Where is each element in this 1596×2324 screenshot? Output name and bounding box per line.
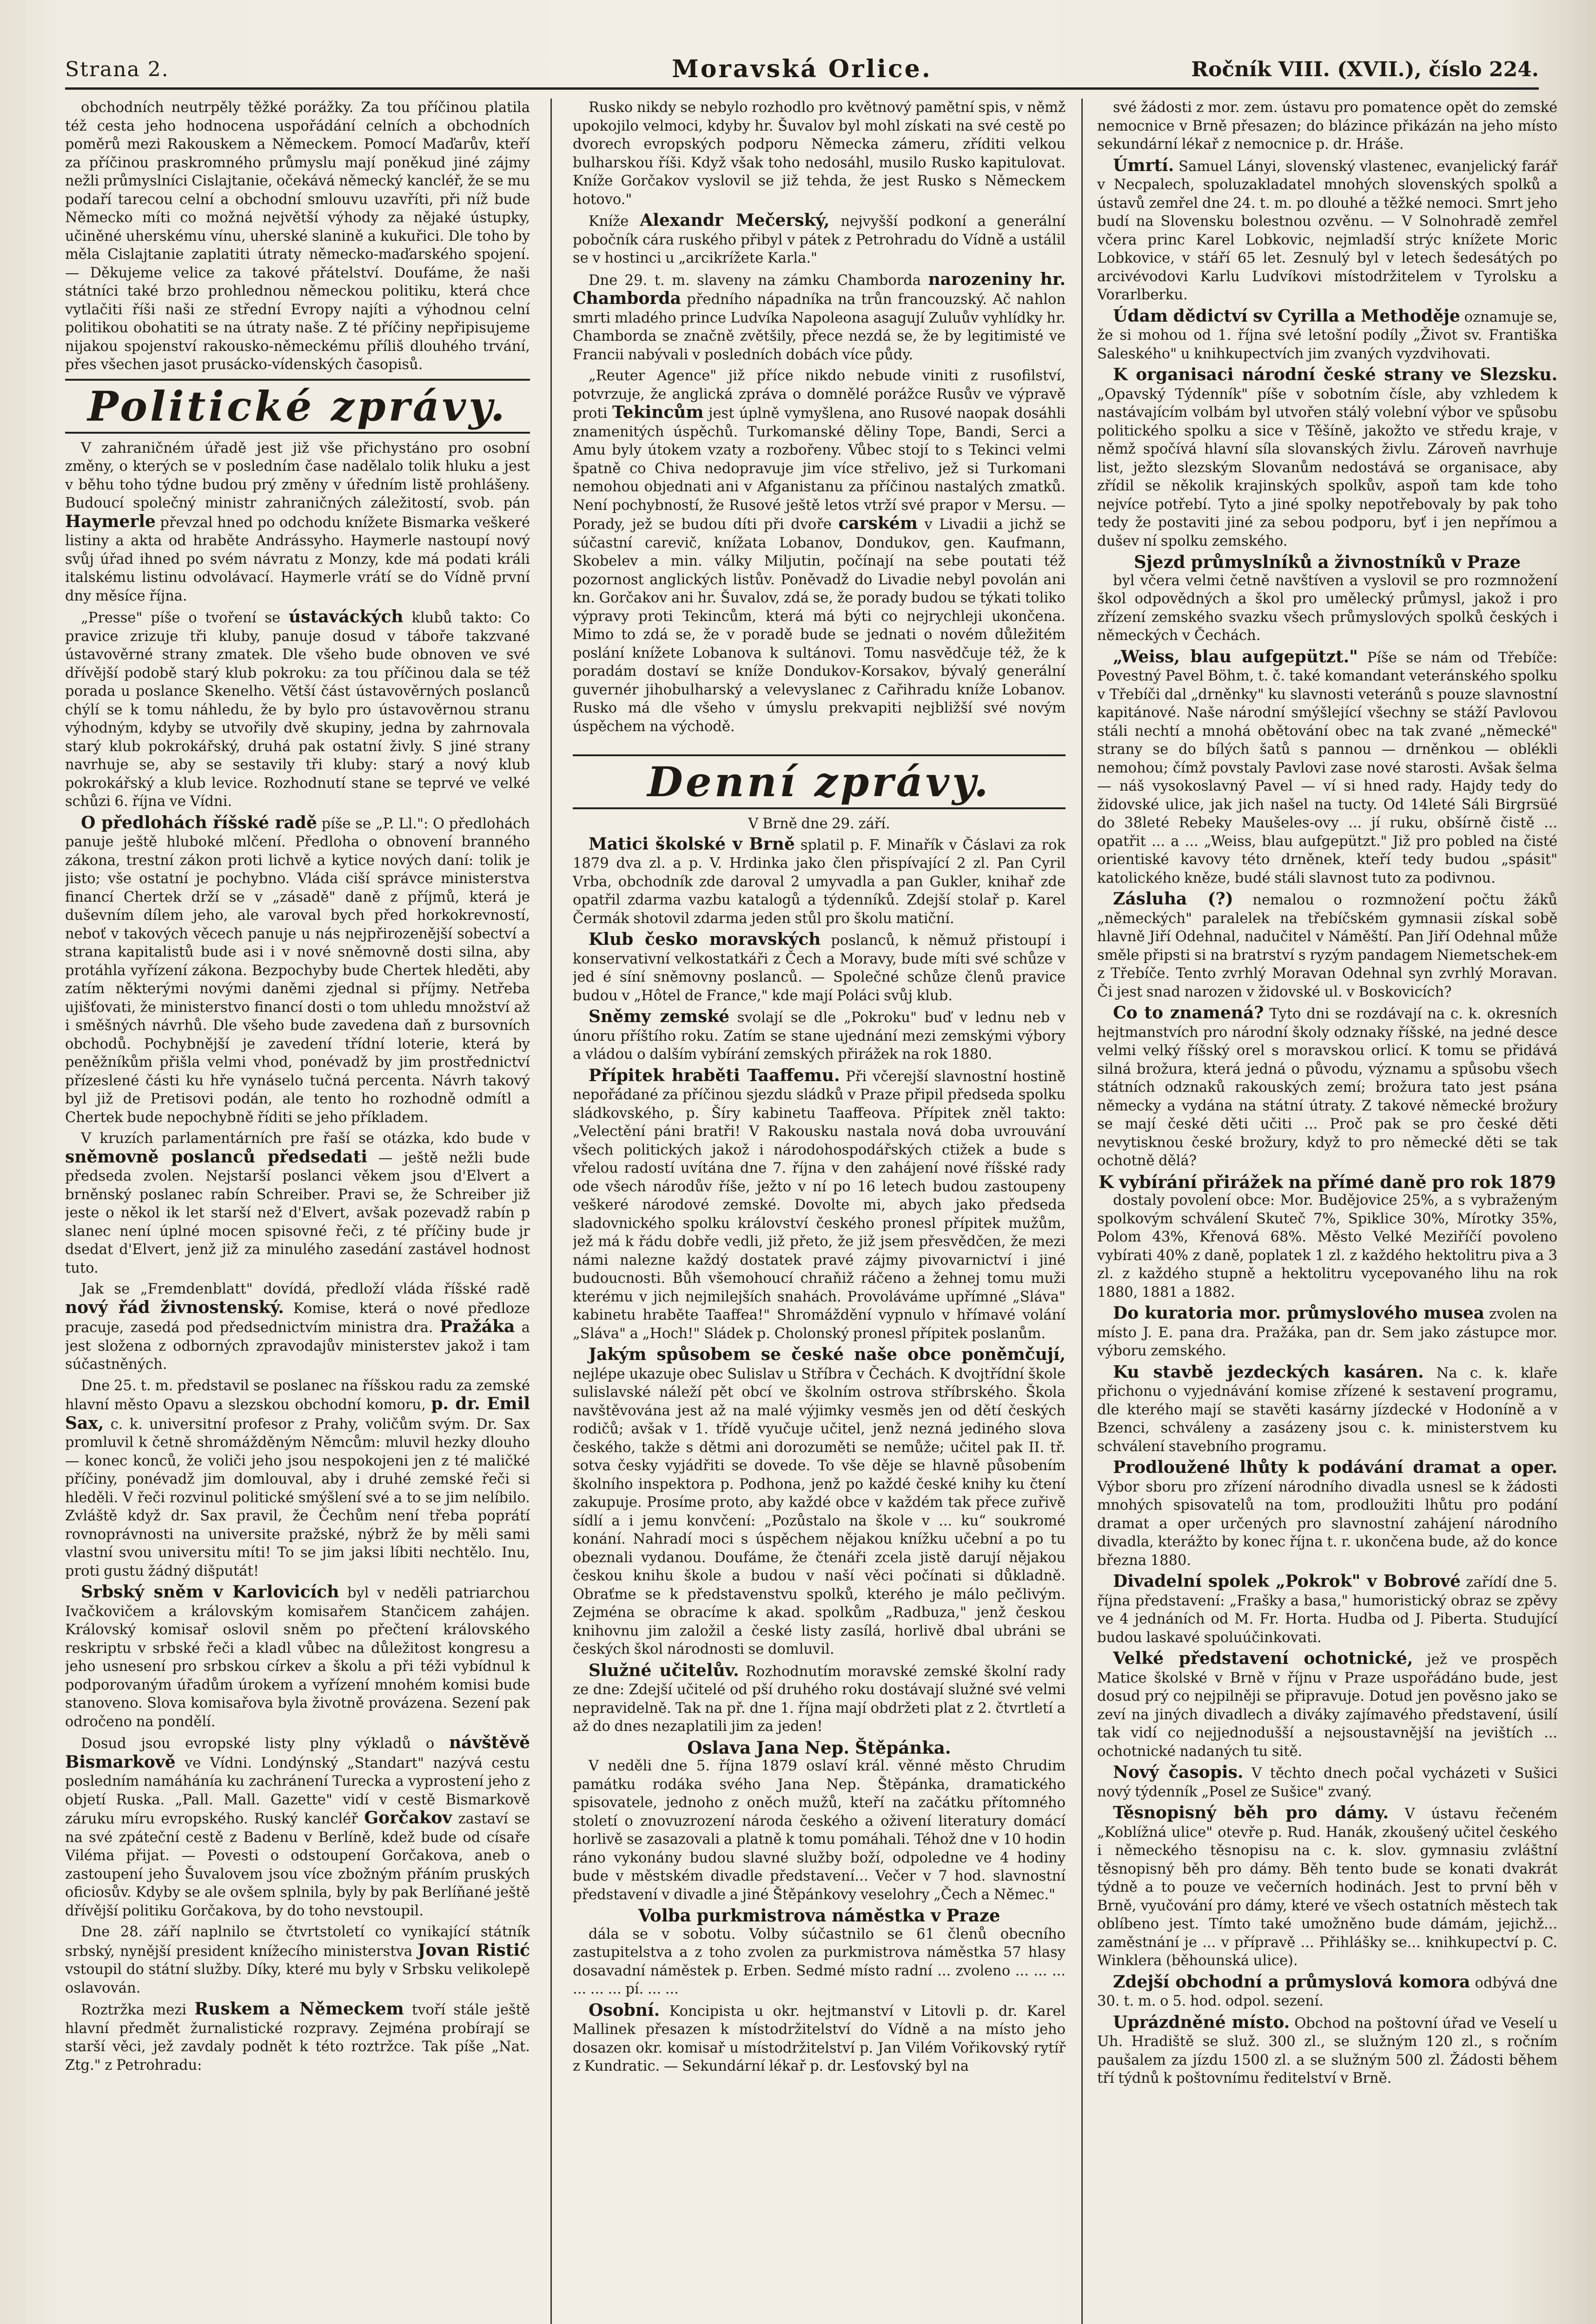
article-novy-casopis: Nový časopis. V těchto dnech počal vycházeti v Sušici nový týdenník „Posel ze Sušice" zvaný. [1097,1763,1557,1800]
headline-prirazky: K vybírání přirážek na přímé daně pro rok 1879 [1099,1171,1556,1192]
article-prirazky: dostaly povolení obce: Mor. Budějovice 25%, a s vybraženým spolkovým schválení Skuteč 7%, Spiklice 30%, Mírotky 35%, Polom 43%, Křenová 68%. Město Velké Meziříčí povoleno vybírati 40% z daně, poplatek 1 zl. z každého hektolitru piva a 3 zl. z každého stupně a hektolitru vycepovaného lihu na rok 1880, 1881 a 1882. [1097,1192,1557,1301]
article-ustavacke-kluby: „Presse" píše o tvoření se ústaváckých klubů takto: Co pravice zrizuje tři kluby, panuje dosud v táboře takzvané ústavověrné strany zmatek. Dle všeho bude obnoven ve své dřívější podobě starý klub pokroku: za tou příčinou dala se též porada u poslance Skenelho. Větší část ústavověrných poslanců chýlí se k tomu náhledu, že by bylo pro ústavověrnou stranu výhodným, kdyby se utvořily dvě skupiny, jedna by zahrnovala starý klub pokrokářský, druhá pak ostatní živly. S jiné strany navrhuje se, aby se sestavily tři kluby: starý a nový klub pokrokářský a klub levice. Rozhodnutí stane se teprvé ve velké schůzi 6. října ve Vídni. [65,607,530,810]
article-lhuty: Prodloužené lhůty k podávání dramat a oper. Výbor sboru pro zřízení národního divadla usnesl se k žádosti mnohých spisovatelů na tom, prodloužiti lhůtu pro podání dramat a oper určených pro slavnostní zahájení národního divadla, kterážto by konec října t. r. ukončena bude, až do konce března 1880. [1097,1458,1557,1569]
dateline: V Brně dne 29. září. [748,816,890,832]
section-title-politicke: Politické zprávy. [65,379,530,434]
article-kuratorium: Do kuratoria mor. průmyslového musea zvolen na místo J. E. pana dra. Pražáka, pan dr. Sem jako zástupce mor. výboru zemského. [1097,1303,1557,1359]
article-slezsko: K organisaci národní české strany ve Slezsku. „Opavský Týdenník" píše v sobotním čísle, aby vzhledem k nastávajícím volbám byl utvořen stálý volební výbor ve spůsobu politického spolku a sice v Těšíně, jakožto ve středu kraje, v němž spočívá hlavní síla slovanských živlu. Zároveň navrhuje list, ježto slezským Slovanům nedostává se organisace, aby zřídil se několik krajinských spolkův, aspoň tam kde toho nejvíce potřebí. Tyto a jiné spolky nepotřebovaly by pak toho tedy že postaviti jiné za sebou podporu, byť i jen nepřímou a dušev ní spolku zemského. [1097,365,1557,549]
article-dr-sax: Dne 25. t. m. představil se poslanec na říšskou radu za zemské hlavní město Opavu a slezskou obchodní komoru, p. dr. Emil Sax, c. k. universitní profesor z Prahy, voličům svým. Dr. Sax promluvil k četně shromážděným Němcům: mluvil hezky dlouho — konec konců, že voliči jeho jsou nespokojeni jen z té maličké příčiny, ponévadž jim domlouval, aby i druhé zemské řeči si hleděli. V řeči rozvinul politické smýšlení své a to se jim nelíbilo. Zvláště když dr. Sax pravil, že Čechům není třeba poprátí rovnoprávnosti na universite pražské, nýbrž že by měli sami vlastní svou universitu míti! To se jim jaksi líbiti nechtělo. Inu, proti gustu žádný dišputát! [65,1377,530,1579]
column-2 [573,99,1066,2324]
article-rusko-nemecko: Roztržka mezi Ruskem a Německem tvoří stále ještě hlavní předmět žurnalistické rozpravy. Zejména probírají se starší věci, jež zavdaly podnět k této roztržce. Tak píše „Nat. Ztg." z Petrohradu: [65,1999,530,2073]
article-sluzne: Služné učitelův. Rozhodnutím moravské zemské školní rady ze dne: Zdejší učitelé od pší druhého roku dostávají služné své velmi nepravidelně. Tak na př. dne 1. října mají obdržeti plat z 2. čtvrtletí a až do dnes nezaplatili jim za jeden! [573,1660,1066,1735]
article-komora: Zdejší obchodní a průmyslová komora odbývá dne 30. t. m. o 5. hod. odpol. sezení. [1097,1972,1557,2009]
article-weiss: „Weiss, blau aufgepützt." Píše se nám od Třebíče: Povestný Pavel Böhm, t. č. také komandant veteránského spolku v Třebíči dal „drněnky" ku slavnosti veteránů s pouze slavnostní kapitánové. Naše národní smýšlející všechny se stáží Pavlovou stáli nechtí a mnohá obětování obec na tak zvané „německé" strany se do bílých šatů s pannou — drněnkou — oblékli nemohou; čímž povstaly Pavlovi zase nové starosti. Avšak šelma — náš vysokoslavný Pavel — ví si hned rady. Hajdy tedy do židovské ulice, jak jich našel na tucty. Od 14leté Sáli Birgrsüé do 38leté Rebeky Maušeles-ovy ... jí ruku, obšírně čistě ... opatřit ... a ... „Weiss, blau aufgepützt." Již pro pobled na čisté orientiské kavovy této drněnek, kteří tedy budou „spásit" katolického kněze, budé stáli slavnost tuto za podivnou. [1097,647,1557,886]
headline-oslava: Oslava Jana Nep. Štěpánka. [687,1737,951,1758]
article-ochotnicke: Velké představení ochotnické, jež ve prospěch Matice školské v Brně v říjnu v Praze uspořádáno bude, jest dosud prý co nejpilněji se připravuje. Dotud jen pověsno jako se zeví na jiných divadlech a diváky zajímavého představení, úsilí tak vidí co nejjednodušší a nejsoustavnější na jevištích ... ochotnické nadaných tu sitě. [1097,1649,1557,1760]
article-oslava: V neděli dne 5. října 1879 oslaví král. věnné město Chrudim památku rodáka svého Jana Nep. Štěpánka, dramatického spisovatele, jednoho z oněch mužů, kteří na začátku přítomného století o znovuzrození národa českého a oživení literatury domácí horlivě se zasazovali a platně k tomu pomáhali. Téhož dne v 10 hodin ráno vykonány budou slavné služby boží, odpoledne ve 4 hodiny bude v městském divadle představení... Večer v 7 hod. slavnostní představení v divadle a jiné Štěpánkovy veselohry „Čech a Němec." [573,1758,1066,1903]
page-number: Strana 2. [65,58,169,81]
article-ristic: Dne 28. září naplnilo se čtvrtstoletí co vynikající státník srbský, nynější president knížecího ministerstva Jovan Ristić vstoupil do státní služby. Díky, které mu byly v Srbsku velikolepě oslavován. [65,1924,530,1996]
column-divider [550,99,552,2324]
article-mecersky: Kníže Alexandr Mečerský, nejvyšší podkoní a generální pobočník cára ruského přibyl v pátek z Petrohradu do Vídně a ustálil se v hostinci u „arcikrížete Karla." [573,211,1066,266]
article-uprazdnene-misto: Uprázdněné místo. Obchod na poštovní úřad ve Veselí u Uh. Hradiště se služ. 300 zl., se služným 120 zl., s ročním paušalem za jízdu 1500 zl. a se služným 500 zl. Žádosti během tří týdnů k poštovnímu ředitelství v Brně. [1097,2012,1557,2086]
article-sjezd: byl včera velmi četně navštíven a vyslovil se pro rozmnožení škol odpovědných a škol pro umělecký průmysl, jakož i pro zřízení zemského svazku všech průmyslových spolků českých i německých v Čechách. [1097,572,1557,644]
column-1 [65,99,530,2324]
newspaper-title: Moravská Orlice. [672,55,932,83]
article-obce: Jakým spůsobem se české naše obce poněmčují, nejlépe ukazuje obec Sulislav u Stříbra v Čechách. K dvojtřídní škole sulislavské náleží pět obcí ve školním ostrova stříbrského. Škola navštěvována jest až na malé výjimky vesměs jen od dětí českých rodičů; avšak v 1. třídě vyučuje učitel, jenž nezná jediného slova českého, takže s dětmi ani dorozuměti se nemůže; učitel pak II. tř. sotva česky vyjádřiti se dovede. To vše děje se hlavně působením školního inspektora p. Podhona, jenž po každé české knihy ku čtení zakupuje. Prosíme proto, aby každé obce v každém tak přece zuřivě sídlí a i jemu konvčení: „Pozůstalo na škole v ... ku“ soukromé konání. Nahradí moci s úspěchem nějakou knížku učební a po tu obeznali vydanou. Doufáme, že čtenáři zcela jistě darují nějakou českou knihu škole a budou v naší věci počínati si důkladně. Obraťme se k představenstvu spolků, kterého je málo pečlivým. Zejména se obracíme k akad. spolkům „Radbuza," jenž českou knihovnu jim založil a české listy zasílá, horlivě dbal ubráni se českých škol národnosti se domluvil. [573,1345,1066,1657]
column-divider [1081,99,1083,2324]
article-umrti: Úmrtí. Samuel Lányi, slovenský vlastenec, evanjelický farář v Necpalech, spoluzakladatel mnohých slovenských spolků a ústavů zemřel dne 24. t. m. po dlouhé a těžké nemoci. Smrt jeho budí na Slovensku bolestnou ozvěnu. — V Solnohradě zemřel včera princ Karel Lobkovic, nejmladší strýc knížete Moric Lobkovice, v stáří 65 let. Zesnulý byl v letech šedesátých po arcivévodovi Karlu Ludvíkovi místodržitelem v Tyrolsku a Vorarlberku. [1097,155,1557,303]
article-srbsky-snem: Srbský sněm v Karlovicích byl v neděli patriarchou Ivačkovičem a královským komisařem Stančicem zahájen. Královský komisař oslovil sněm po přečtení královského reskriptu v srbské řeči a kladl vůbec na důležitost kongresu a jeho usnesení pro srbskou církev a školu a při téži vybídnul k podporovaným úřadům úrokem a vyřízení mnohém komisi bude stanoveno. Slova komisařova byla životně provázena. Sezení pak odročeno na pondělí. [65,1582,530,1730]
article-rusko-continuation: Rusko nikdy se nebylo rozhodlo pro květnový pamětní spis, v němž upokojilo velmoci, kdyby hr. Šuvalov byl mohl získati na své cestě po dvorech evropských podporu Německa zámeru, zříditi velkou bulharskou říši. Když však toho nedosáhl, musilo Rusko kapitulovat. Kníže Gorčakov vyslovil se již tehda, že jest Rusko s Německem hotovo." [573,99,1066,208]
issue-info: Ročník VIII. (XVII.), číslo 224. [1191,58,1539,81]
article-zivnostensky-rad: Jak se „Fremdenblatt" dovídá, předloží vláda říšské radě nový řád živnostenský. Komise, která o nové předloze pracuje, zasedá pod předsednictvím ministra dra. Pražáka a jest složena z odborných zpravodajův ministerstev jakož i tam súčastněných. [65,1281,530,1373]
column-3 [1097,99,1557,2324]
headline-volba: Volba purkmistrova náměstka v Praze [638,1905,1000,1926]
article-pripitek: Přípitek hraběti Taaffemu. Při včerejší slavnostní hostině nepořádané za příčinou sjezdu sládků v Praze připil předseda spolku sládkovského, p. Šíry kabinetu Taaffeova. Přípitek zněl takto: „Velectění páni bratři! V Rakousku nastala nová doba uvrouvání všech politických jakož i národohospodářských ctižek a bude s vřelou radostí uvítána dne 7. října v den zahájení nové říšské rady ode všech národův říše, ježto v ní po 16 letech budou zastoupeny veškeré národové zemské. Dovolte mi, abych jako předseda sladovnického spolku království českého pronesl přípitek mužům, jež má k řádu dobře vedli, již přeto, že již jsem přesvědčen, že mezi námi nalezne každý dostatek pravé zájmy pivovarnictví i jiné budoucnosti. Bůh všemohoucí chraňiž ráčeno a žehnej tomu muži kterému v jich nejmilejších snahách. Provoláváme upřímné „Sláva" kabinetu hraběte Taaffea!" Shromáždění vypnulo v hřímavé volání „Sláva" a „Hoch!" Sládek p. Cholonský pronesl přípitek poslanům. [573,1065,1066,1342]
masthead [65,55,1539,90]
article-dedictvi: Údam dědictví sv Cyrilla a Methoděje oznamuje se, že si mohou od 1. října své letošní podíly „Život sv. Františka Saleského" u knihkupectvích jim zvaných vyzdvihovati. [1097,306,1557,362]
article-zahranicni: V zahraničném úřadě jest již vše přichystáno pro osobní změny, o kterých se v posledním čase nadělalo tolik hluku a jest v běhu toho týdne budou prý změny v úředním listě prohlášeny. Budoucí společný ministr zahraničných záležitostí, svob. pán Haymerle převzal hned po odchodu knížete Bismarka veškeré listiny a akta od hraběte Andrássyho. Haymerle nastoupí nový svůj úřad ihned po svém návratu z Monzy, kde má podati králi italskému listinu odvolávací. Haymerle vrátí se do Vídně první dny měsíce října. [65,440,530,604]
article-osobni: Osobní. Koncipista u okr. hejtmanství v Litovli p. dr. Karel Mallinek přesazen k místodržitelství do Vídně a na místo jeho dosazen okr. komisař u místodržitelství p. Jan Vilém Vořikovský rytíř z Kundratic. — Sekundární lékař p. dr. Lesťovský byl na [573,2000,1066,2074]
article-snemovna: V kruzích parlamentárních pre řaší se otázka, kdo bude v sněmovně poslanců předsedati — ještě nežli bude předseda zvolen. Nejstarší poslanci věkem jsou d'Elvert a brněnský poslanec rabín Schreiber. Pravi se, že Schreiber již jeste o někol ik let starší než d'Elvert, avšak pozevadž rabín p slanec není úplné mocen spisovné řeči, z té příčiny bude jr dsedat d'Elvert, jenž již za minulého zasedání zastável hodnost tuto. [65,1130,530,1276]
article-matice: Matici školské v Brně splatil p. F. Minařík v Čáslavi za rok 1879 dva zl. a p. V. Hrdinka jako člen přispívající 2 zl. Pan Cyril Vrba, obchodník zde daroval 2 umyvadla a pan Gukler, knihař zde opatřil zdarma vazbu katalogů a týdenníků. Zdejší stolař p. Karel Čermák shotovil zdarma jeden stůl pro školu matiční. [573,834,1066,927]
article-kasarny: Ku stavbě jezdeckých kasáren. Na c. k. klaře přichonu o vyjednávání komise zřízené k sestavení programu, dle kterého mají se stavěti kasárny jízdecké v Hodoníně a v Bzenci, schváleny a zasázeny jsou c. k. ministerstvem ku schválení stavebního programu. [1097,1362,1557,1455]
headline-sjezd: Sjezd průmyslníků a živnostníků v Praze [1133,552,1521,572]
article-tekinci: „Reuter Agence" již příce nikdo nebude viniti z rusofilství, potvrzuje, že anglická zpráva o domnělé porážce Rusův ve výpravě proti Tekincům jest úplně vymyšlena, ano Rusové naopak dosáhli znamenitých úspěchů. Turkomanské děliny Tope, Bandi, Serci a Amu byly útokem vzaty a rozbořeny. Vůbec stojí to s Tekinci velmi špatně co Chiva nedopravuje jim více střelivo, jež si Turkomani nemohou objednati ani v Afganistanu za příčinou nastalých zmatků. Není pochybností, že Rusové ještě letos vtrží své prapor v Mersu. — Porady, jež se budou díti při dvoře carském v Livadii a jichž se súčastní carevič, knížata Lobanov, Dondukov, gen. Kaufmann, Skobelev a min. války Miljutin, počínají na sebe poutati též pozornost anglických listův. Poněvadž do Livadie nebyl povolán ani kn. Gorčakov ani hr. Šuvalov, zdá se, že porady budou se týkati toliko výpravy proti Tekincům, která má býti co nejrychleji ukončena. Mimo to zdá se, že v poradě bude se jednati o novém důležitém poslání knížete Lobanova k sultánovi. Tomu nasvědčuje též, že k poradám dostaví se kníže Dondukov-Korsakov, bývalý generální guvernér jihobulharský a velevyslanec z Cařihradu kníže Lobanov. Rusko má dle všeho v úmyslu prekvapiti nejbližší své novým úspěchem na východě. [573,368,1066,735]
article-ustav-continuation: své žádosti z mor. zem. ústavu pro pomatence opět do zemské nemocnice v Brně přesazen; do blázince přikázán na jeho místo sekundární lékař z nemocnice p. dr. Hráše. [1097,99,1557,152]
article-tesnopis: Těsnopisný běh pro dámy. V ústavu řečeném „Koblížná ulice" otevře p. Rud. Hanák, zkoušený učitel českého i německého těsnopisu na c. k. slov. gymnasiu zvláštní těsnopisný běh pro dámy. Běh tento bude se konati dvakrát týdně a to pouze ve večerních hodinách. Jest to první běh v Brně, vyučování pro dámy, které ve všech ostatních městech tak oblíbeno jest. Tímto také umožněno bude dámám, jejichž... zaměstnání je ... v přípravě ... Přihlášky se... knihkupectví p. C. Winklera (běhounská ulice). [1097,1803,1557,1969]
article-zasluha: Zásluha (?) nemalou o rozmnožení počtu žáků „německých" paralelek na třebíčském gymnasii získal sobě hlavně Jiří Odehnal, nadučitel v Náměští. Pan Jiří Odehnal může směle připsti si na bratrství s ryzým pandagem Niemetschek-em z Třebíče. Tento zvrhlý Moravan Odehnal syn zvrhlý Moravan. Či jest snad narozen v židovské ul. v Boskovicích? [1097,889,1557,1000]
article-klub: Klub česko moravských poslanců, k němuž přistoupí i konservativní velkostatkáři z Čech a Moravy, bude míti své schůze v jed é síní sněmovny poslanců. — Společné schůze členů pravice budou v „Hôtel de France," kde mají Poláci svůj klub. [573,930,1066,1004]
article-continuation: obchodních neutrpěly těžké porážky. Za tou příčinou platila též cesta jeho hodnocena uspořádání celních a obchodních poměrů mezi Rakouskem a Německem. Pomocí Maďarův, kteří za příčinou praskromného průmyslu mají poněkud jiné zájmy nežli průmyslníci Cislajtanie, očekává německý kancléř, že se mu podaří tarecou celní a obchodní smlouvu uzavříti, při níž bude Německo míti co možná největší výhody za nějaké ústupky, učiněné uherskému vínu, uherské slanině a kukuřici. Dle toho by měla Cislajtanie zaplatiti útraty německo-maďarského spojení. — Děkujeme velice za takové přátelství. Doufáme, že naši státníci také brzo prohlednou německou politiku, která chce vytlačiti říši naši ze střední Evropy najíti a výhodnou celní politikou obohatiti se na útraty naše. Z té příčiny nepřipisujeme nijakou spojenství rakousko-německému příliš dlouhého trvání, přes všechen jasot prusácko-vídenských časopisů. [65,99,530,373]
article-snemy: Sněmy zemské svolají se dle „Pokroku" buď v lednu neb v únoru příštího roku. Zatím se stane ujednání mezi zemskými výbory a vládou o dalším vybírání zemských přirážek na rok 1880. [573,1007,1066,1063]
article-bismarck: Dosud jsou evropské listy plny výkladů o návštěvě Bismarkově ve Vídni. Londýnský „Standart" nazývá cestu posledním namáhánía ku zachránení Turecka a vyprostení jeho z objetí Ruska. „Pall. Mall. Gazette" vidí v cestě Bismarkově záruku míru evropského. Ruský kancléř Gorčakov zastaví se na své zpáteční cestě z Badenu v Berlíně, kdež bude od císaře Viléma přijat. — Povesti o odstoupení Gorčakova, aneb o zastoupení jeho Šuvalovem jsou více zbožným přáním pruských oficiosův. Kdyby se ale ovšem splnila, byly by pak Berlíňané ještě dřívější politiku Gorčakova, by do toho nevstoupil. [65,1733,530,1919]
article-divadelni-spolek: Divadelní spolek „Pokrok" v Bobrové zařídí dne 5. října představení: „Frašky a basa," humoristický obraz se zpěvy ve 4 jednáních od M. Fr. Horta. Hudba od J. Piberta. Studující budou laskavé spoluúčinkovati. [1097,1571,1557,1646]
article-volba: dála se v sobotu. Volby súčastnilo se 61 členů obecního zastupitelstva a z toho zvolen za purkmistrova náměstka 57 hlasy dosavadní náměstek p. Erben. Sedmé místo radní ... zvoleno ... ... ... ... ... ... pí. ... ... [573,1926,1066,1997]
article-co-to-znamena: Co to znamená? Tyto dni se rozdávají na c. k. okresních hejtmanstvích pro národní školy odznaky říšské, na jedné desce velmi velký říšský orel s moravskou orlicí. K tomu se přidává silná brožura, která jedná o původu, významu a spůsobu všech státních odznaků rakouských zemí; brožura tato jest psána německy a vydána na státní útraty. Z takové německé brožury se mají české děti učiti ... Proč pak se pro české děti nevytisknou české brožury, když to pro německé děti se tak ochotně dělá? [1097,1003,1557,1169]
article-chambord: Dne 29. t. m. slaveny na zámku Chamborda narozeniny hr. Chamborda předního nápadníka na trůn francouzský. Ač nahlon smrti mladého prince Ludvíka Napoleona asagují Zuluův vyhlídky hr. Chamborda se značně zvětšily, přece nezdá se, že by legitimisté ve Francii nabývali v posledních dobách více půdy. [573,269,1066,363]
section-title-denni: Denní zprávy. [573,754,1066,809]
article-predlohy: O předlohách říšské radě píše se „P. Ll.": O předlohách panuje ještě hluboké mlčení. Předloha o obnovení branného zákona, trestní zákon proti lichvě a kytice nových daní: tolik je jisto; vše ostatní je pochybno. Vláda ciší správce ministerstva financí Chertek drží se v „zásadě" daně z příjmů, která je duševním dílem jeho, ale varoval bych před horkokrevností, neboť v takových věcech panuje u nás nejpřirozenější sobectví a strana kapitalistů bude asi i v nové sněmovně dosti silna, aby protáhla vyřízení zákona. Bezpochyby bude Chertek hleděti, aby zatím některými novými daněmi zjednal si příjmy. Netřeba ujišťovati, že ministerstvo financí dosti o tom uhledu množství až i směšných návrhů. Dle všeho bude zavedena daň z bursovních obchodů. Pochybnější je zavedení třídní loterie, která by peněžníkům přišla velmi vhod, ponévadž by jim prostřednictví přízeslené části ku hře vynáselo tučná percenta. Návrh takový byl již de Pretisovi podán, ale tento ho rozhodně odmítl a Chertek bude nepochybně říditi se jeho příkladem. [65,812,530,1126]
